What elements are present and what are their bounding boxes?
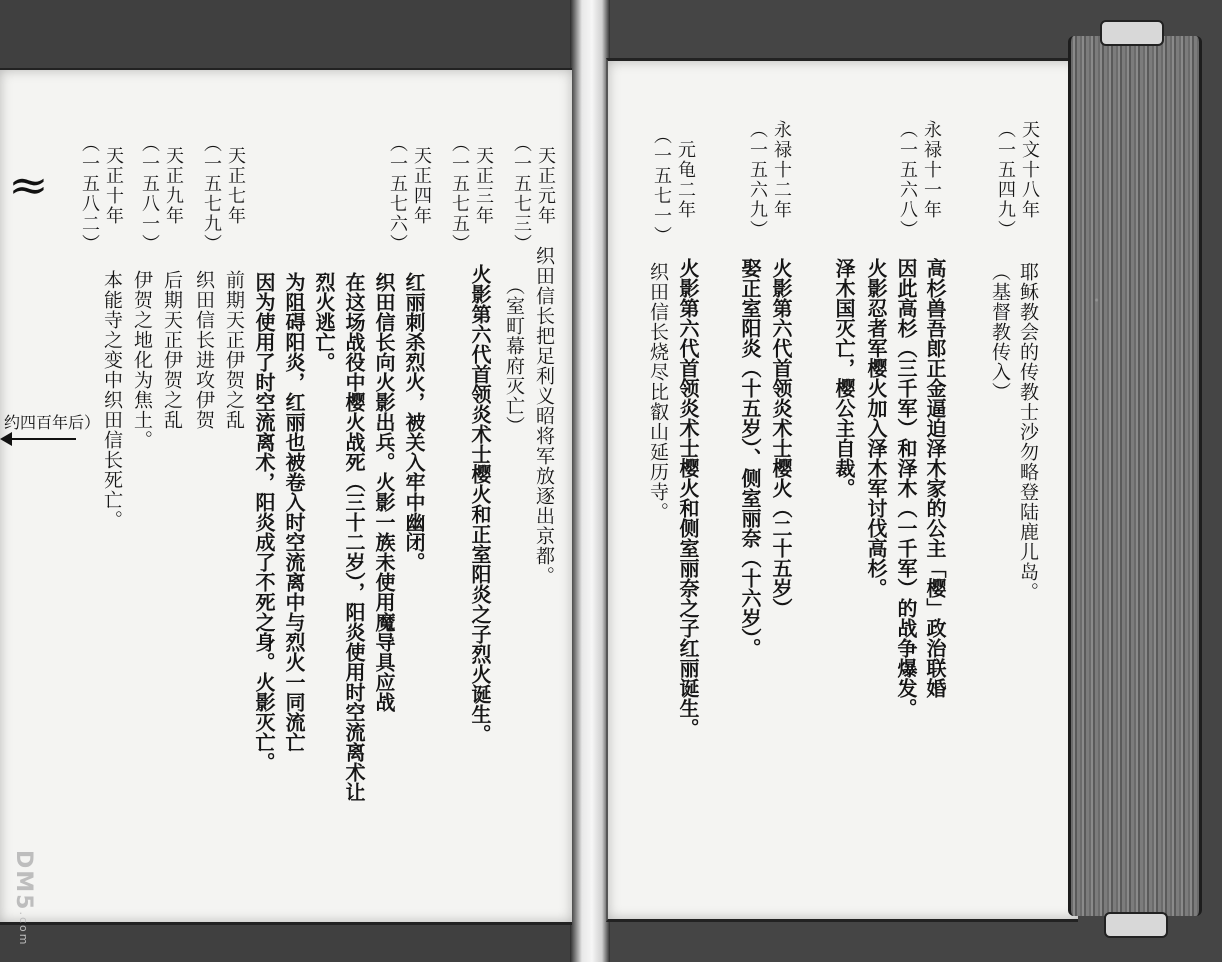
watermark-brand: DM5: [11, 850, 36, 912]
event-line: 高杉兽吾郎正金逼迫泽木家的公主「樱」政治联婚: [923, 258, 947, 698]
event-line: 红丽刺杀烈火，被关入牢中幽闭。: [402, 272, 426, 572]
watermark-logo: [6, 850, 36, 946]
year-label: 永禄十二年: [771, 120, 792, 220]
time-skip-note: 约四百年后）: [4, 413, 101, 432]
year-label: 天正七年: [225, 146, 246, 226]
event-line: 织田信长向火影出兵。火影一族未使用魔导具应战: [372, 272, 396, 712]
scroll-rod: [1068, 36, 1202, 916]
year-western: （一五七九）: [201, 134, 222, 254]
year-western: （一五四九）: [995, 120, 1016, 240]
event-line: 在这场战役中樱火战死（三十二岁），阳炎使用时空流离术让: [342, 272, 366, 802]
event-line: 织田信长烧尽比叡山延历寺。: [647, 262, 669, 522]
event-line: （基督教传入）: [989, 262, 1011, 402]
event-line: 织田信长把足利义昭将军放逐出京都。: [533, 246, 555, 586]
year-label: 元龟二年: [675, 140, 696, 220]
event-line: 火影第六代首领炎术士樱火和侧室丽奈之子红丽诞生。: [676, 258, 700, 738]
event-line: 本能寺之变中织田信长死亡。: [101, 270, 123, 530]
event-line: 火影第六代首领炎术士樱火和正室阳炎之子烈火诞生。: [468, 264, 492, 744]
event-line: 烈火逃亡。: [312, 272, 336, 372]
year-label: 天正三年: [473, 146, 494, 226]
watermark-domain: .com: [17, 911, 30, 947]
year-western: （一五七五）: [449, 134, 470, 254]
year-western: （一五八一）: [139, 134, 160, 254]
year-label: 天正四年: [411, 146, 432, 226]
tilde-mark: ≈: [8, 160, 49, 211]
event-line: 火影第六代首领炎术士樱火（二十五岁）: [769, 258, 793, 618]
year-label: 永禄十一年: [921, 120, 942, 220]
scroll-rod-bottom-cap: [1104, 912, 1168, 938]
year-label: 天正九年: [163, 146, 184, 226]
year-western: （一五六九）: [747, 120, 768, 240]
book-gutter: [570, 0, 610, 962]
arrow-left-icon: [0, 432, 12, 446]
year-western: （一五七一）: [651, 126, 672, 246]
event-line: 因此高杉（三千军）和泽木（一千军）的战争爆发。: [894, 258, 918, 718]
event-line: 耶稣教会的传教士沙勿略登陆鹿儿岛。: [1017, 262, 1039, 602]
event-line: 娶正室阳炎（十五岁）、侧室丽奈（十六岁）。: [738, 258, 762, 658]
year-label: 天正元年: [535, 146, 556, 226]
event-line: 前期天正伊贺之乱: [223, 270, 245, 430]
scroll-rod-top-cap: [1100, 20, 1164, 46]
event-line: 织田信长进攻伊贺: [193, 270, 215, 430]
year-western: （一五八二）: [79, 134, 100, 254]
time-skip-arrow-line: [6, 438, 76, 440]
event-line: 后期天正伊贺之乱: [161, 270, 183, 430]
event-line: 火影忍者军樱火加入泽木军讨伐高杉。: [864, 258, 888, 598]
event-line: 因为使用了时空流离术，阳炎成了不死之身。火影灭亡。: [252, 272, 276, 772]
year-western: （一五七六）: [387, 134, 408, 254]
event-line: 泽木国灭亡，樱公主自裁。: [832, 258, 856, 498]
year-label: 天文十八年: [1019, 120, 1040, 220]
year-western: （一五六八）: [897, 120, 918, 240]
year-western: （一五七三）: [511, 134, 532, 254]
event-line: 为阻碍阳炎，红丽也被卷入时空流离中与烈火一同流亡: [282, 272, 306, 752]
event-line: （室町幕府灭亡）: [503, 276, 525, 436]
event-line: 伊贺之地化为焦土。: [131, 270, 153, 450]
year-label: 天正十年: [103, 146, 124, 226]
